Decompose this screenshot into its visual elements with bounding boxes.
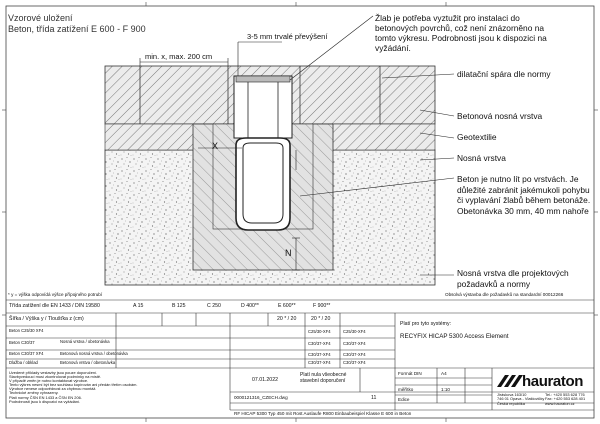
load-class-b125: B 125 [172, 303, 186, 309]
load-class-c250: C 250 [207, 303, 221, 309]
table-code-2: C25/30-XF4 [343, 329, 366, 334]
dim-label-fall: 3-5 mm trvalé převýšení [247, 32, 328, 41]
product-name: RECYFIX HICAP 5300 Access Element [400, 333, 509, 340]
scale-label: měřítko [398, 387, 414, 392]
drawing-type: Platí nula všeobecné stavební doporučení [300, 372, 347, 384]
table-f900-value: 20 * / 20 [311, 316, 331, 322]
footnote-reference: Obsolvá výstavba dle požadavků na standardní 00012266 [445, 292, 564, 297]
table-row3-label: Beton C25/30 XF4 [9, 328, 44, 333]
legal-notes: Uvedené příklady vestavby jsou pouze doporučení. Stavbyvedoucí musí zkontrolovat podmínky na místě. V případě změn je nutno kontaktovat výrobce. Tento výkres nesmí být bez souhlasu kopírován ani předán třetím osobám. Výrobce nenese odpovědnost za chybnou montáž. Technické změny vyhrazeny. Platí normy ČSN EN 1433 a ČSN EN 206. Podrobnosti jsou k dispozici na vyžádání. [9, 370, 138, 404]
dim-x: X [212, 141, 219, 151]
table-code-7: C30/37-XF4 [308, 360, 331, 365]
table-row5-label: Beton C30/37 XF4 [9, 351, 44, 356]
dim-n: N [285, 248, 292, 258]
table-row6-label: Dlažba / obklad [9, 360, 38, 365]
company-address: Jiráskova 163/10 746 01 Opava - Vlaštovičky Česká republika [497, 392, 545, 406]
label-base-layer-project: Nosná vrstva dle projektových požadavků a normy [457, 268, 569, 289]
table-row4-label: Beton C30/37 [9, 340, 35, 345]
label-geotextile: Geotextilie [457, 132, 497, 142]
hauraton-logo-mark [497, 375, 523, 387]
table-code-6: C30/37-XF4 [343, 352, 366, 357]
scale-value: 1:10 [441, 387, 450, 392]
table-load-class-header: Třída zatížení dle EN 1433 / DIN 19580 [9, 303, 100, 309]
company-contact: Tel.: +420 553 628 776 Fax: +420 553 628 401 www.hauraton.cz [545, 392, 586, 406]
label-expansion-joint: dilatační spára dle normy [457, 69, 551, 79]
table-code-8: C30/37-XF4 [343, 360, 366, 365]
drainage-channel [234, 76, 292, 230]
table-e600-value: 20 * / 20 [277, 316, 297, 322]
drawing-title-line1: Vzorové uložení [8, 13, 73, 23]
dim-label-width: min. x, max. 200 cm [145, 52, 213, 61]
format-value: A4 [441, 371, 447, 376]
footnote-pipe: * y = výška odpovídá výšce přípojného potrubí [8, 292, 103, 297]
table-code-3: C30/37-XF4 [308, 341, 331, 346]
hauraton-logo-text: hauraton [522, 373, 583, 390]
label-base-layer: Nosná vrstva [457, 153, 506, 163]
load-class-d400: D 400** [241, 303, 259, 309]
load-class-a15: A 15 [133, 303, 144, 309]
table-code-5: C30/37-XF4 [308, 352, 331, 357]
load-class-e600: E 600** [278, 303, 296, 309]
drawing-description: RF HICAP 5300 Typ 450 mit Rost Auslaufe R800 Einbaubeispiel Klasse E 600 in Beton [234, 411, 412, 416]
load-class-f900: F 900** [313, 303, 331, 309]
date: 07.01.2022 [252, 377, 278, 383]
note-channel-reinforcement: Žlab je potřeba vyztužit pro instalaci do betonových povrchů, což není znázorněno na tomto výkresu. Podrobnosti jsou k dispozici na vyžádání. [375, 13, 547, 53]
for-system-label: Platí pro tyto systémy: [400, 321, 452, 327]
format-label: Formát DIN [398, 371, 422, 376]
file-name: 0000121316_CZECH.dwg [234, 395, 288, 400]
label-concrete-layer: Betonová nosná vrstva [457, 111, 543, 121]
table-row6-note: Betonová vrstva / obetonávka [60, 360, 116, 365]
note-pouring: Beton je nutno lít po vrstvách. Je důležité zabránit jakémukoli pohybu či vyplavání žlabů během betonáže. Obetonávka 30 mm, 40 mm nahoře [457, 174, 591, 216]
table-row4-note: Nosná vrstva / obetonávka [60, 339, 110, 344]
sheet-number: 11 [371, 395, 377, 401]
edition-label: Edice [398, 397, 410, 402]
table-width-height-label: Šířka / Výška y / Tloušťka z (cm) [9, 316, 84, 322]
table-row5-note: Betonová nosná vrstva / obetonávka [60, 351, 128, 356]
table-code-4: C30/37-XF4 [343, 341, 366, 346]
drawing-title-line2: Beton, třída zatížení E 600 - F 900 [8, 24, 146, 34]
table-code-1: C25/30-XF4 [308, 329, 331, 334]
